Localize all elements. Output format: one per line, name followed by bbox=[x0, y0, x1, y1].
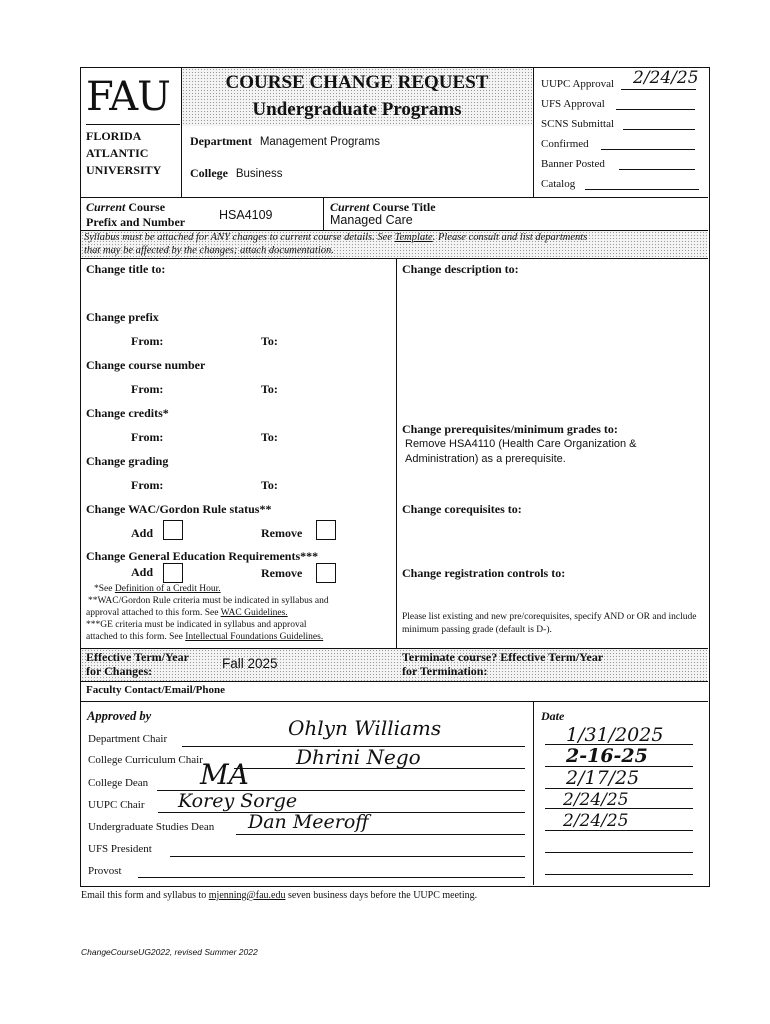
wac-add-checkbox[interactable] bbox=[163, 520, 183, 540]
catalog-label: Catalog bbox=[541, 178, 576, 190]
wac-remove-checkbox[interactable] bbox=[316, 520, 336, 540]
uupc-chair-signature[interactable]: Korey Sorge bbox=[178, 790, 298, 812]
syllabus-notice-text: Syllabus must be attached for ANY changes to current course details. See Template. Please consult and list departments that may be affected by the changes; attach documentation. bbox=[84, 232, 588, 256]
provost-signature-line[interactable] bbox=[138, 877, 525, 878]
approvals-top bbox=[541, 68, 701, 194]
gened-remove-label: Remove bbox=[261, 566, 303, 580]
credit-hour-link[interactable]: Definition of a Credit Hour. bbox=[114, 584, 221, 594]
course-title-value[interactable]: Managed Care bbox=[330, 213, 413, 227]
email-instructions: Email this form and syllabus to mjenning@fau.edu seven business days before the UUPC meeting. bbox=[81, 890, 478, 901]
college-label: College bbox=[190, 166, 228, 180]
confirmed-label: Confirmed bbox=[541, 138, 589, 150]
uupc-chair-date[interactable]: 2/24/25 bbox=[563, 790, 629, 810]
dept-chair-signature[interactable]: Ohlyn Williams bbox=[288, 716, 442, 740]
grading-to-label: To: bbox=[261, 478, 278, 492]
gened-add-checkbox[interactable] bbox=[163, 563, 183, 583]
ufs-president-role: UFS President bbox=[88, 843, 152, 855]
effective-term-value[interactable]: Fall 2025 bbox=[222, 656, 278, 671]
wac-label: Change WAC/Gordon Rule status** bbox=[86, 502, 272, 516]
change-number-label: Change course number bbox=[86, 358, 206, 372]
ugs-dean-date[interactable]: 2/24/25 bbox=[563, 811, 629, 831]
college-dean-role: College Dean bbox=[88, 777, 149, 789]
number-to-label: To: bbox=[261, 382, 278, 396]
ugs-dean-signature[interactable]: Dan Meeroff bbox=[248, 811, 369, 833]
gened-remove-checkbox[interactable] bbox=[316, 563, 336, 583]
university-line-1: FLORIDA bbox=[86, 129, 142, 143]
approved-by-label: Approved by bbox=[87, 709, 152, 723]
curriculum-chair-date[interactable]: 2-16-25 bbox=[566, 745, 648, 767]
banner-posted-label: Banner Posted bbox=[541, 158, 605, 170]
ufs-approval-label: UFS Approval bbox=[541, 98, 605, 110]
wac-add-label: Add bbox=[131, 526, 154, 540]
prefix-from-label: From: bbox=[131, 334, 164, 348]
effective-term-label: Effective Term/Year for Changes: bbox=[86, 650, 189, 678]
change-title-label: Change title to: bbox=[86, 262, 166, 276]
course-prefix-label: Current Course Prefix and Number bbox=[86, 200, 186, 229]
prefix-to-label: To: bbox=[261, 334, 278, 348]
date-label: Date bbox=[541, 709, 565, 723]
curriculum-chair-role: College Curriculum Chair bbox=[88, 754, 203, 766]
prereq-value[interactable]: Remove HSA4110 (Health Care Organization & Administration) as a prerequisite. bbox=[405, 438, 637, 465]
ugs-dean-role: Undergraduate Studies Dean bbox=[88, 821, 215, 833]
left-footnotes: *See Definition of a Credit Hour. **WAC/Gordon Rule criteria must be indicated in syllabus and approval attached to this form. See WAC Guidelines. ***GE criteria must be indicated in syllabus and approval attached to this form. See Intellectual Foundations Guidelines. bbox=[86, 584, 329, 642]
coreq-label: Change corequisites to: bbox=[402, 502, 522, 516]
change-credits-label: Change credits* bbox=[86, 406, 169, 420]
form-subtitle: Undergraduate Programs bbox=[252, 99, 462, 120]
college-value[interactable]: Business bbox=[235, 168, 283, 180]
provost-role: Provost bbox=[88, 865, 122, 877]
template-link[interactable]: Template bbox=[394, 232, 433, 243]
registration-controls-label: Change registration controls to: bbox=[402, 566, 566, 580]
fau-logo bbox=[86, 72, 182, 122]
credits-from-label: From: bbox=[131, 430, 164, 444]
number-from-label: From: bbox=[131, 382, 164, 396]
form-title: COURSE CHANGE REQUEST bbox=[225, 72, 489, 93]
university-line-3: UNIVERSITY bbox=[86, 163, 162, 177]
dept-chair-role: Department Chair bbox=[88, 733, 168, 745]
uupc-chair-role: UUPC Chair bbox=[88, 799, 145, 811]
course-title-label: Current Course Title bbox=[330, 200, 436, 214]
revision-note: ChangeCourseUG2022, revised Summer 2022 bbox=[81, 947, 258, 957]
gened-add-label: Add bbox=[131, 565, 154, 579]
fau-logo-text: FAU bbox=[86, 74, 170, 120]
wac-remove-label: Remove bbox=[261, 526, 303, 540]
wac-guidelines-link[interactable]: WAC Guidelines. bbox=[220, 608, 288, 618]
college-dean-signature[interactable]: MA bbox=[200, 758, 249, 791]
credits-to-label: To: bbox=[261, 430, 278, 444]
faculty-contact-label: Faculty Contact/Email/Phone bbox=[86, 684, 226, 696]
change-prefix-label: Change prefix bbox=[86, 310, 159, 324]
uupc-approval-label: UUPC Approval bbox=[541, 78, 615, 90]
grading-from-label: From: bbox=[131, 478, 164, 492]
email-link[interactable]: mjenning@fau.edu bbox=[208, 890, 286, 901]
dept-chair-date[interactable]: 1/31/2025 bbox=[566, 724, 664, 746]
provost-date-line[interactable] bbox=[545, 874, 693, 875]
scns-submittal-label: SCNS Submittal bbox=[541, 118, 615, 130]
gened-label: Change General Education Requirements*** bbox=[86, 549, 319, 563]
college-dean-date[interactable]: 2/17/25 bbox=[566, 767, 640, 789]
change-grading-label: Change grading bbox=[86, 454, 169, 468]
course-prefix-value[interactable]: HSA4109 bbox=[219, 208, 273, 222]
ufs-president-date-line[interactable] bbox=[545, 852, 693, 853]
university-name bbox=[86, 128, 161, 179]
if-guidelines-link[interactable]: Intellectual Foundations Guidelines. bbox=[185, 632, 324, 642]
department-value[interactable]: Management Programs bbox=[259, 136, 380, 148]
terminate-course-label: Terminate course? Effective Term/Year for Termination: bbox=[402, 650, 604, 678]
department-label: Department bbox=[190, 134, 252, 148]
prereq-label: Change prerequisites/minimum grades to: bbox=[402, 422, 618, 436]
university-line-2: ATLANTIC bbox=[86, 146, 149, 160]
change-description-label: Change description to: bbox=[402, 262, 519, 276]
prereq-instructions: Please list existing and new pre/corequisites, specify AND or OR and include minimum passing grade (default is D-). bbox=[402, 612, 697, 635]
uupc-approval-value[interactable]: 2/24/25 bbox=[633, 68, 699, 88]
ufs-president-signature-line[interactable] bbox=[170, 856, 525, 857]
curriculum-chair-signature[interactable]: Dhrini Nego bbox=[296, 745, 421, 769]
